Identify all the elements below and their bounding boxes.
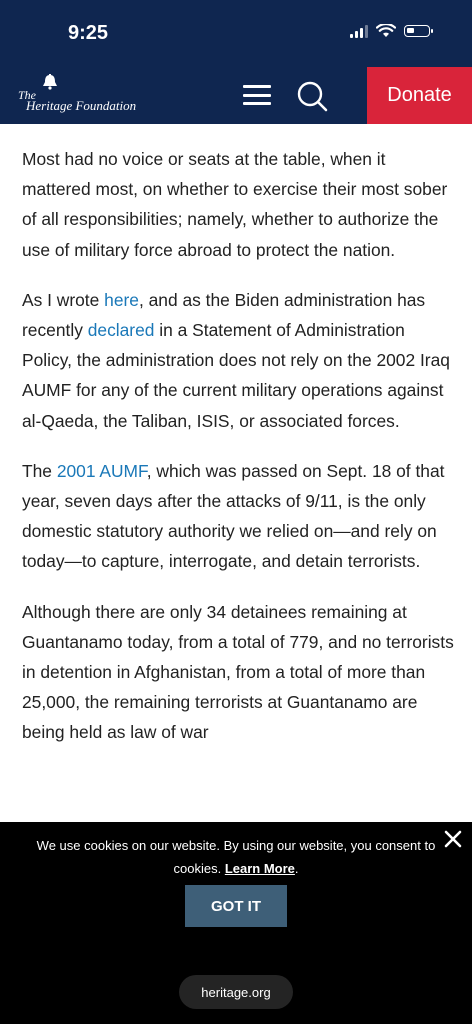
battery-icon bbox=[404, 25, 430, 37]
site-header bbox=[0, 0, 472, 124]
here-link[interactable]: here bbox=[104, 289, 139, 310]
declared-link[interactable]: declared bbox=[87, 320, 155, 341]
status-time: 9:25 bbox=[68, 22, 109, 44]
aumf-2001-link[interactable]: 2001 AUMF bbox=[56, 460, 147, 481]
cookie-message: We use cookies on our website. By using our website, you consent to cookies. Learn More. bbox=[36, 838, 436, 876]
cookie-banner bbox=[0, 822, 472, 1024]
paragraph: Most had no voice or seats at the table, when it mattered most, on whether to exercise their most sober of all responsibilities; namely, whether to authorize the use of military force abroad to protect the nation. bbox=[22, 149, 448, 260]
close-icon[interactable] bbox=[444, 830, 462, 848]
wifi-icon bbox=[376, 24, 396, 38]
search-icon[interactable] bbox=[296, 80, 328, 112]
logo-name: Heritage Foundation bbox=[26, 98, 137, 113]
learn-more-link[interactable]: Learn More bbox=[224, 861, 295, 876]
donate-button[interactable]: Donate bbox=[367, 67, 472, 124]
paragraph: The 2001 AUMF, which was passed on Sept. 18 of that year, seven days after the attacks of 9/11, is the only domestic statutory authority we relied on—and rely on today—to capture, interrogate, and detain terrorists. bbox=[22, 460, 445, 572]
article-body bbox=[22, 144, 454, 768]
status-icons bbox=[350, 24, 430, 38]
logo-the: The bbox=[18, 88, 36, 102]
browser-url-pill[interactable]: heritage.org bbox=[179, 975, 293, 1009]
paragraph: Although there are only 34 detainees remaining at Guantanamo today, from a total of 779, and no terrorists in detention in Afghanistan, from a total of more than 25,000, the remaining terrorists at Guantanamo are being held as law of war bbox=[22, 601, 454, 743]
cellular-signal-icon bbox=[350, 24, 368, 38]
got-it-button[interactable]: GOT IT bbox=[185, 885, 287, 927]
liberty-bell-icon bbox=[40, 74, 60, 90]
menu-button[interactable] bbox=[243, 83, 271, 107]
paragraph: As I wrote here, and as the Biden administration has recently declared in a Statement of Administration Policy, the administration does not rely on the 2002 Iraq AUMF for any of the current military operations against al-Qaeda, the Taliban, ISIS, or associated forces. bbox=[22, 289, 450, 431]
